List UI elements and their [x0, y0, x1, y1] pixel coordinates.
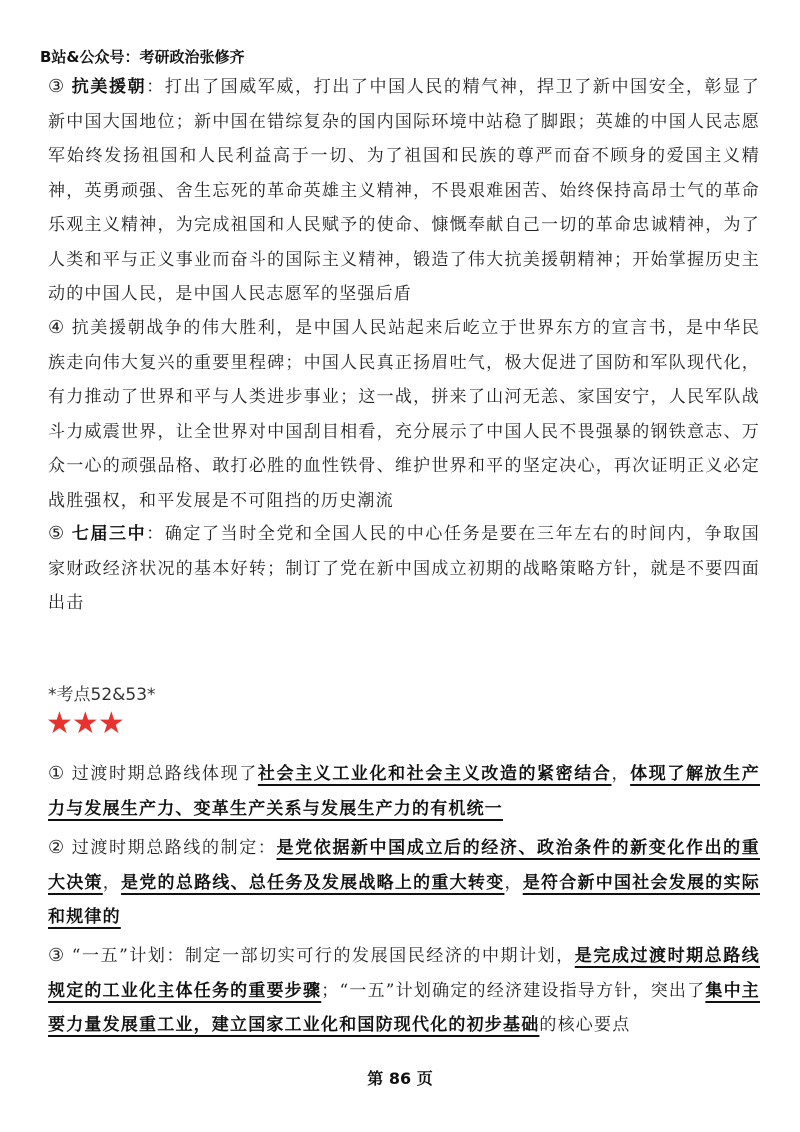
- point-5-third-plenum: [48, 517, 760, 621]
- point-5-number: ⑤: [48, 523, 66, 544]
- question-1-sep: ，: [611, 764, 631, 784]
- point-5-title: 七届三中: [71, 524, 147, 544]
- point-3-number: ③: [48, 76, 66, 97]
- point-5-text-2: 不要四面出击: [48, 558, 760, 613]
- page-header: B站&公众号：考研政治张修齐: [40, 48, 245, 66]
- question-3-key-2: 集中主要力量发展重工业，建立国家工业化和国防现代化的初步基础: [48, 980, 761, 1035]
- question-2-sep-1: ，: [102, 872, 122, 893]
- question-2-sep-2: ，: [504, 872, 523, 893]
- question-2-formulation: [48, 831, 760, 935]
- point-4-number: ④: [48, 317, 66, 338]
- question-3-key-1: 是完成过渡时期总路线规定的工业化主体任务的重要步骤: [48, 946, 761, 1001]
- question-2-key-2: 是党的总路线、总任务及发展战略上的重大转变: [121, 872, 505, 893]
- point-4-victory: [48, 311, 760, 518]
- question-1-general-line: [48, 757, 760, 826]
- star-icon: ★: [71, 706, 98, 741]
- star-icon: ★: [97, 706, 124, 741]
- question-1-key-1: 社会主义工业化和社会主义改造的紧密结合: [257, 764, 612, 784]
- question-1-number: ①: [48, 763, 66, 784]
- question-3-text-3: 的核心要点: [539, 1015, 631, 1035]
- question-3-text-2: ；“一五”计划确定的经济建设指导方针，突出了: [321, 980, 706, 1001]
- question-3-five-year-plan: [48, 939, 760, 1043]
- question-2-text: 过渡时期总路线的制定：: [71, 838, 277, 858]
- point-3-kangmei-yuanchao: [48, 70, 760, 312]
- question-3-text-1: “一五”计划：制定一部切实可行的发展国民经济的中期计划，: [71, 946, 575, 966]
- point-3-text-1: ：打出了国威军威，打出了中国人民的精气神，捍卫了新中国安全，彰显了新中国大国地位；新中国在错综复杂的国内国际环境中站稳了脚跟；: [48, 77, 760, 132]
- star-icon: ★: [46, 706, 72, 741]
- question-2-key-1: 是党依据新中国成立后的经济、政治条件的新变化作出的重大决策: [48, 838, 760, 893]
- question-1-text: 过渡时期总路线体现了: [71, 764, 258, 784]
- point-4-text: 是中国人民站起来后屹立于世界东方的宣言书，是中华民族走向伟大复兴的重要里程碑；中国人民真正扬眉吐气，极大促进了国防和军队现代化，有力推动了世界和平与人类进步事业；这一战，拼来了山河无恙、家国安宁，人民军队战斗力威震世界，让全世界对中国刮目相看，充分展示了中国人民不畏强暴的钢铁意志、万众一心的顽强品格、敢打必胜的血性铁骨、维护世界和平的坚定决心，再次证明正义必定战胜强权，和平发展是不可阻挡的历史潮流: [48, 318, 761, 511]
- point-3-text-2: 英雄的中国人民志愿军始终发扬祖国和人民利益高于一切、为了祖国和民族的尊严而奋不顾身的爱国主义精神，英勇顽强、舍生忘死的革命英雄主义精神，不畏艰难困苦、始终保持高昂士气的革命乐观主义精神，为完成祖国和人民赋予的使命、慷慨奉献自己一切的革命忠诚精神，为了人类和平与正义事业而奋斗的国际主义精神，锻造了伟大抗美援朝精神；开始掌握历史主动的中国人民，是中国人民志愿军的坚强后盾: [48, 111, 760, 304]
- point-4-lead: 抗美援朝战争的伟大胜利，: [71, 318, 296, 338]
- importance-stars: [46, 707, 124, 741]
- question-2-number: ②: [48, 837, 66, 858]
- kaodian-label: *考点52&53*: [48, 685, 156, 705]
- point-3-title: 抗美援朝: [71, 77, 147, 97]
- point-5-text-1: ：确定了当时全党和全国人民的中心任务是要在三年左右的时间内，争取国家财政经济状况的基本好转；制订了党在新中国成立初期的战略策略方针，就是: [48, 524, 760, 579]
- page-number: 第 86 页: [367, 1069, 433, 1088]
- question-1-key-2: 体现了解放生产力与发展生产力、变革生产关系与发展生产力的有机统一: [48, 764, 760, 819]
- question-3-number: ③: [48, 945, 66, 966]
- question-2-key-3: 是符合新中国社会发展的实际和规律的: [48, 872, 761, 927]
